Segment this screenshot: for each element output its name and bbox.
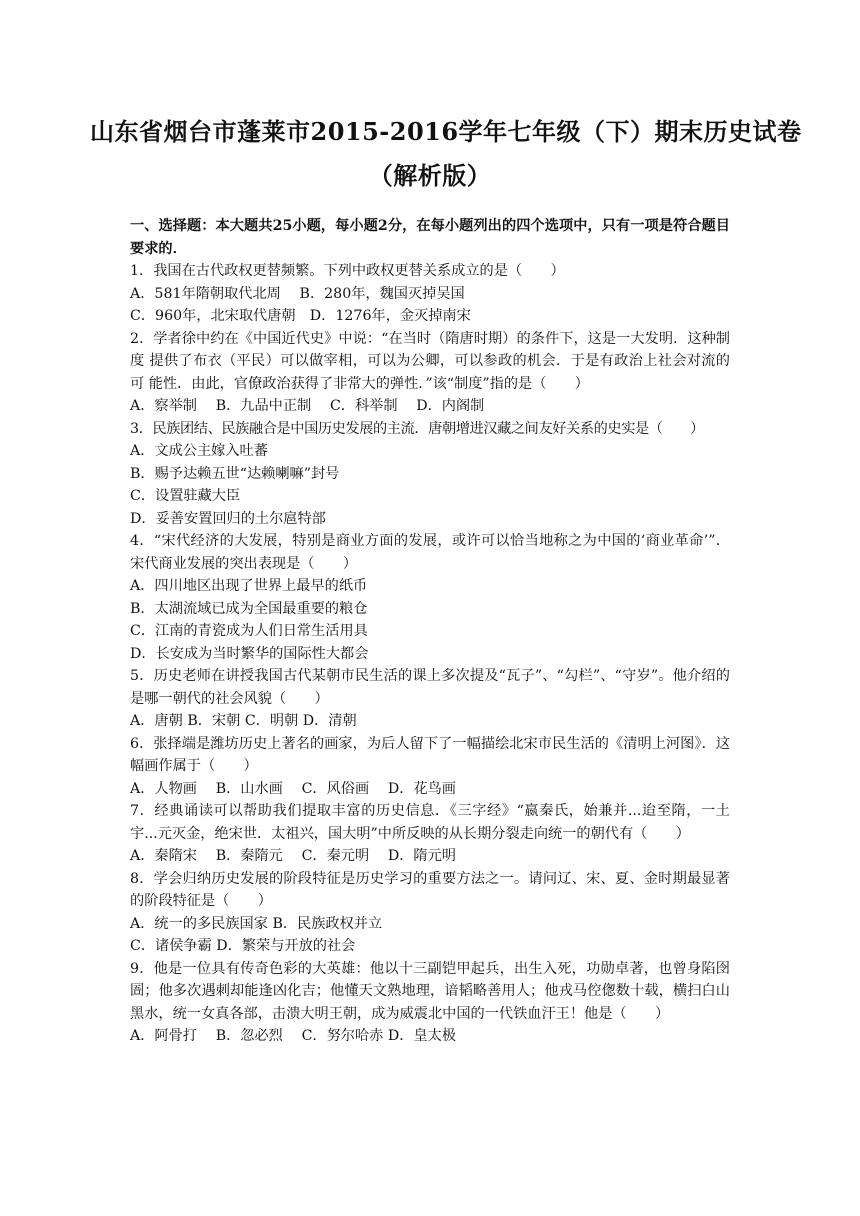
page-subtitle: （解析版） xyxy=(368,161,492,190)
question-3 xyxy=(130,418,730,531)
question-stem: 1．我国在古代政权更替频繁。下列中政权更替关系成立的是（ ） xyxy=(130,263,565,279)
question-1 xyxy=(130,260,730,328)
question-option: A．统一的多民族国家 B．民族政权并立 xyxy=(130,915,383,932)
question-stem: 3．民族团结、民族融合是中国历史发展的主流．唐朝增进汉藏之间友好关系的史实是（ ） xyxy=(130,420,704,437)
question-option: C．设置驻藏大臣 xyxy=(130,488,241,504)
question-5 xyxy=(130,665,730,733)
question-4 xyxy=(130,530,730,665)
exam-content xyxy=(130,215,730,1048)
question-option: A．唐朝 B．宋朝 C．明朝 D．清朝 xyxy=(130,713,357,729)
question-stem: 2．学者徐中约在《中国近代史》中说：“在当时（隋唐时期）的条件下，这是一大发明．这种制度 提供了布衣（平民）可以做宰相，可以为公卿，可以参政的机会．于是有政治上社会对流的可 能性．由此，官僚政治获得了非常大的弹性．”该“制度”指的是（ ） xyxy=(130,330,730,392)
question-option: A．文成公主嫁入吐蕃 xyxy=(130,443,268,459)
question-8 xyxy=(130,868,730,958)
question-stem: 5．历史老师在讲授我国古代某朝市民生活的课上多次提及“瓦子”、“勾栏”、“守岁”。他介绍的是哪一朝代的社会风貌（ ） xyxy=(130,668,730,707)
question-option: A．阿骨打 B．忽必烈 C．努尔哈赤 D．皇太极 xyxy=(130,1028,456,1044)
question-option: A．581年隋朝取代北周 B．280年，魏国灭掉吴国 xyxy=(130,285,465,302)
question-option: A．秦隋宋 B．秦隋元 C．秦元明 D．隋元明 xyxy=(130,848,456,864)
question-stem: 9．他是一位具有传奇色彩的大英雄：他以十三副铠甲起兵，出生入死，功勋卓著，也曾身陷囹圄；他多次遇刺却能逢凶化吉；他懂天文熟地理，谙韬略善用人；他戎马倥偬数十载，横扫白山黑水，统一女真各部，击溃大明王朝，成为威震北中国的一代铁血汗王！他是（ ） xyxy=(130,960,730,1022)
question-option: B．赐予达赖五世“达赖喇嘛”封号 xyxy=(130,465,340,482)
section-header: 一、选择题：本大题共25小题，每小题2分，在每小题列出的四个选项中，只有一项是符合题目要求的． xyxy=(130,218,730,257)
question-9 xyxy=(130,958,730,1048)
question-option: A．察举制 B．九品中正制 C．科举制 D．内阁制 xyxy=(130,398,485,414)
question-stem: 7．经典诵读可以帮助我们提取丰富的历史信息．《三字经》“嬴秦氏，始兼并...迨至隋，一土宇...元灭金，绝宋世．太祖兴，国大明”中所反映的从长期分裂走向统一的朝代有（ ） xyxy=(130,803,730,842)
question-stem: 6．张择端是潍坊历史上著名的画家，为后人留下了一幅描绘北宋市民生活的《清明上河图》．这幅画作属于（ ） xyxy=(130,735,730,774)
question-6 xyxy=(130,733,730,801)
question-7 xyxy=(130,800,730,868)
question-stem: 4．“宋代经济的大发展，特别是商业方面的发展，或许可以恰当地称之为中国的‘商业革命’”．宋代商业发展的突出表现是（ ） xyxy=(130,533,730,572)
question-option: A．人物画 B．山水画 C．风俗画 D．花鸟画 xyxy=(130,780,456,797)
question-stem: 8．学会归纳历史发展的阶段特征是历史学习的重要方法之一。请问辽、宋、夏、金时期最显著的阶段特征是（ ） xyxy=(130,870,730,909)
question-option: C．960年，北宋取代唐朝 D．1276年，金灭掉南宋 xyxy=(130,308,471,324)
question-option: A．四川地区出现了世界上最早的纸币 xyxy=(130,578,368,594)
question-2 xyxy=(130,328,730,418)
page-title: 山东省烟台市蓬莱市2015-2016学年七年级（下）期末历史试卷 xyxy=(90,117,802,146)
question-option: C．诸侯争霸 D．繁荣与开放的社会 xyxy=(130,938,356,954)
question-option: C．江南的青瓷成为人们日常生活用具 xyxy=(130,623,368,639)
question-option: D．长安成为当时繁华的国际性大都会 xyxy=(130,645,369,662)
question-option: B．太湖流域已成为全国最重要的粮仓 xyxy=(130,600,368,617)
question-option: D．妥善安置回归的土尔扈特部 xyxy=(130,510,326,527)
